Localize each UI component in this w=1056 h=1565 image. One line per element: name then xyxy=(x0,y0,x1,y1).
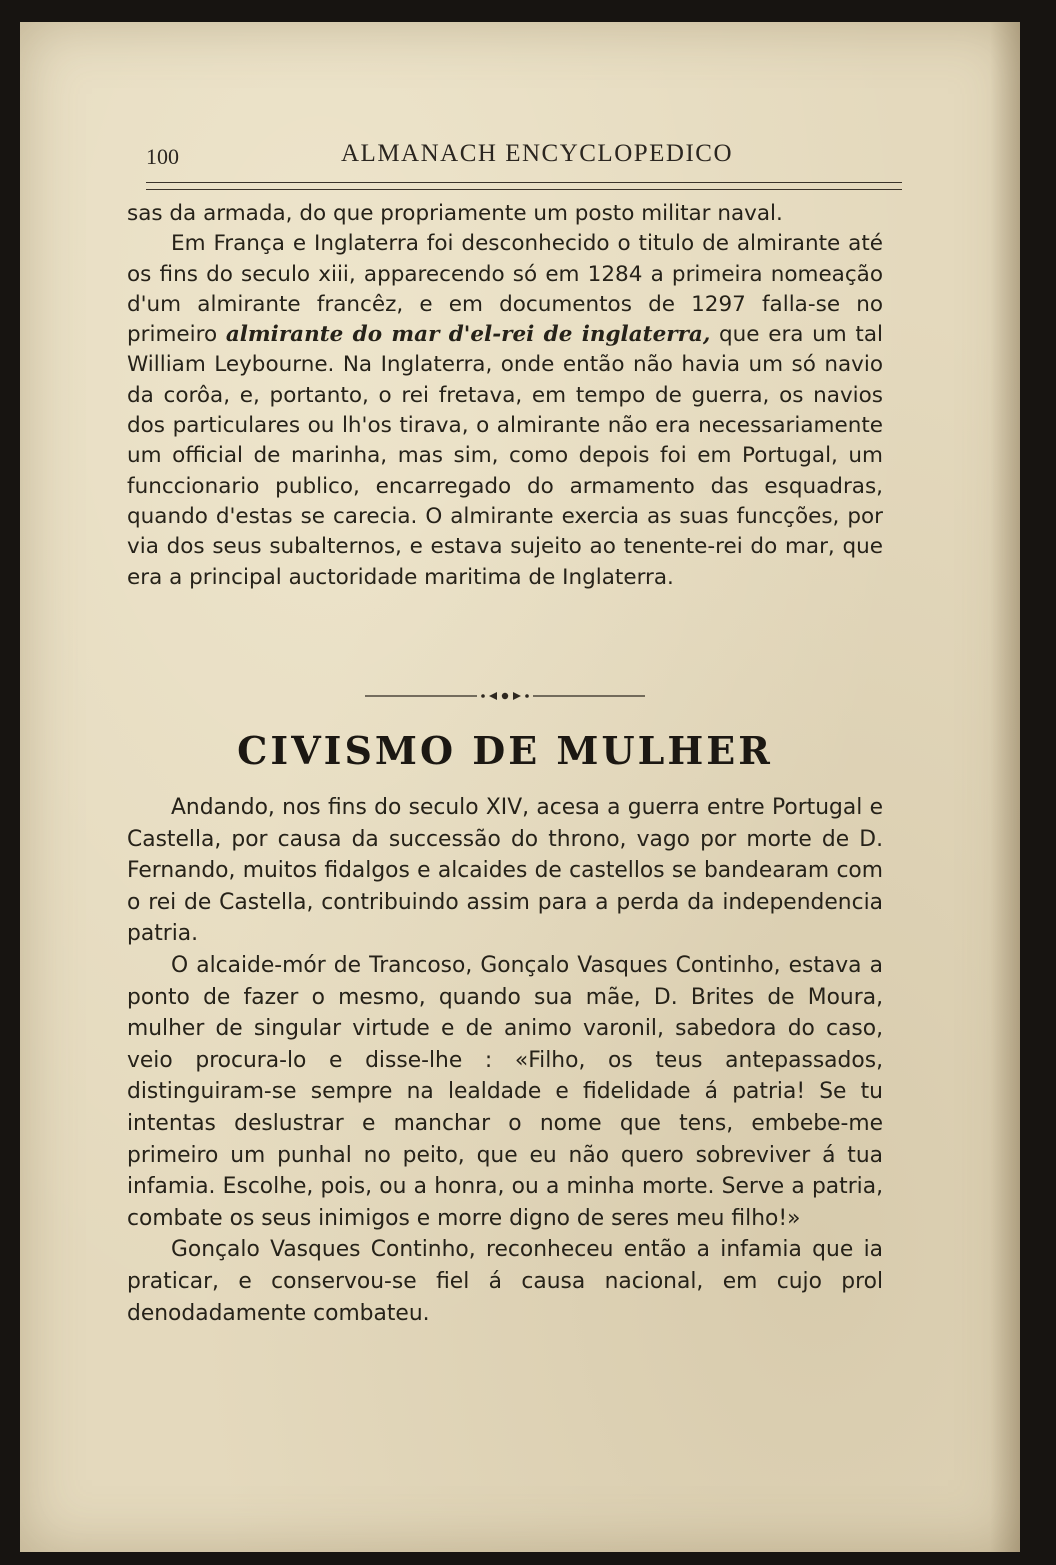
section-paragraph-3: Gonçalo Vasques Continho, reconheceu então a infamia que ia praticar, e conservou-se fiel á causa nacional, em cujo prol denodadamente combateu. xyxy=(127,1237,883,1326)
running-title: ALMANACH ENCYCLOPEDICO xyxy=(341,140,734,167)
section-paragraph-1: Andando, nos fins do seculo XIV, acesa a guerra entre Portugal e Castella, por causa da successão do throno, vago por morte de D. Fernando, muitos fidalgos e alcaides de castellos se bandearam com o rei de Castella, contribuindo assim para a perda da independencia patria. xyxy=(127,795,883,947)
section-paragraph-2: O alcaide-mór de Trancoso, Gonçalo Vasques Continho, estava a ponto de fazer o mesmo, quando sua mãe, D. Brites de Moura, mulher de singular virtude e de animo varonil, sabedora do caso, veio procura-lo e disse-lhe : «Filho, os teus antepassados, distinguiram-se sempre na lealdade e fidelidade á patria! Se tu intentas deslustrar e manchar o nome que tens, embebe-me primeiro um punhal no peito, que eu não quero sobreviver á tua infamia. Escolhe, pois, ou a honra, ou a minha morte. Serve a patria, combate os seus inimigos e morre digno de seres meu filho!» xyxy=(127,952,883,1231)
ornament-divider-icon xyxy=(365,686,645,706)
continuation-paragraph-1: sas da armada, do que propriamente um posto militar naval. xyxy=(127,201,783,226)
page-header xyxy=(146,134,906,174)
continuation-paragraph-2 xyxy=(127,229,883,593)
continuation-text xyxy=(127,199,883,593)
header-rule xyxy=(146,182,902,190)
paragraph-2-text-after: que era um tal William Leybourne. Na Inglaterra, onde então não havia um só navio da corôa, e, portanto, o rei fretava, em tempo de guerra, os navios dos particulares ou lh'os tirava, o almirante não era necessariamente um official de marinha, mas sim, como depois foi em Portugal, um funccionario publico, encarregado do armamento das esquadras, quando d'estas se carecia. O almirante exercia as suas funcções, por via dos seus subalternos, e estava sujeito ao tenente-rei do mar, que era a principal auctoridade maritima de Inglaterra. xyxy=(127,322,883,590)
section-body xyxy=(127,792,883,1329)
page-fold-shadow xyxy=(990,22,1020,1552)
paragraph-2-text-before: Em França e Inglaterra foi desconhecido o titulo de almirante até os fins do seculo xiii, apparecendo só em 1284 a primeira nomeação d'um almirante francêz, e em documentos de 1297 falla-se no primeiro xyxy=(127,231,883,348)
section-title: CIVISMO DE MULHER xyxy=(237,728,773,773)
paragraph-2-italic-title: almirante do mar d'el-rei de inglaterra, xyxy=(225,322,711,348)
page-number: 100 xyxy=(146,144,179,169)
